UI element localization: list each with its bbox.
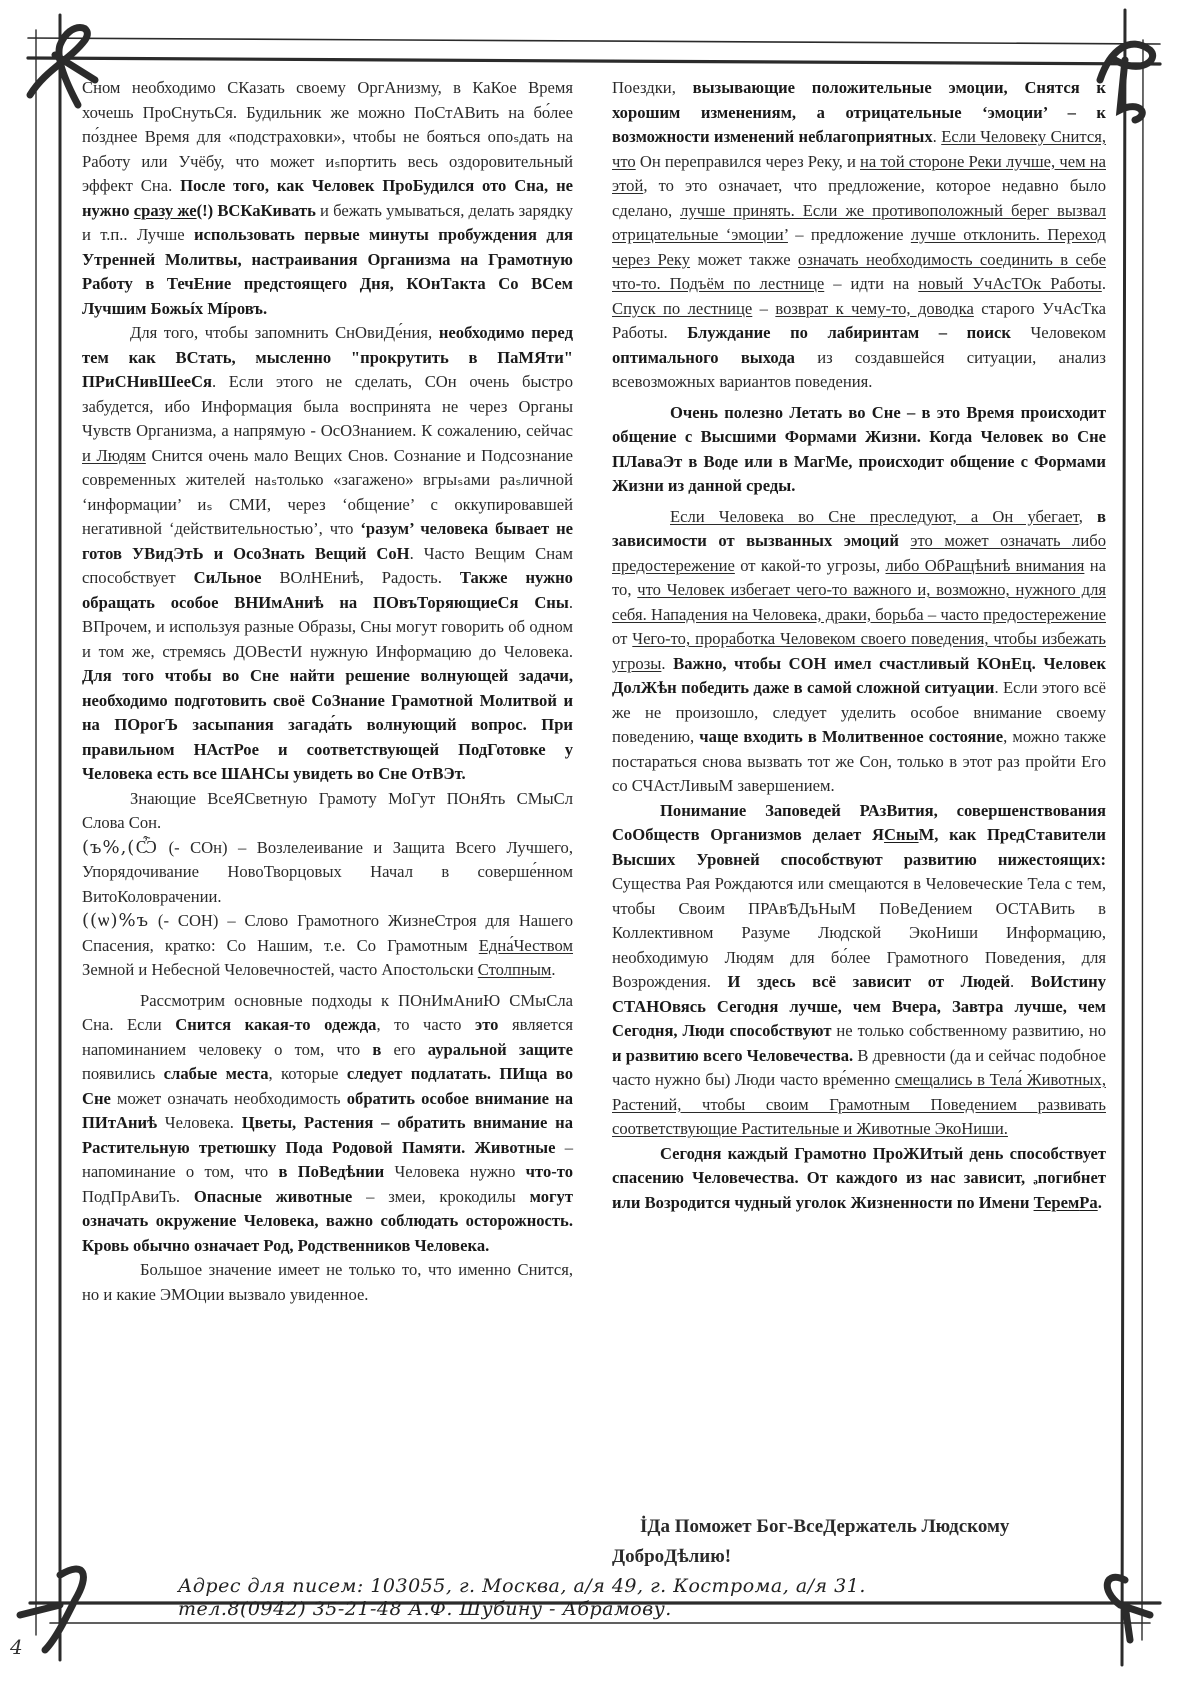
- text-segment: Сегодня каждый Грамотно ПроЖИтый день способствует спасению Человечества. От каждого из нас зависит, ₔпогибнет или Возродится чудный уголок Жизненности по Имени: [612, 1143, 1106, 1212]
- text-segment: Снится очень мало Вещих Снов. Сознание и Подсознание современных жителей наₛтолько «загажено» вгрыₛами раₛличной ‘информации’ иₛ СМИ, через ‘общение’ с оккупировавшей негативной ‘действительностью’, что: [82, 445, 573, 538]
- text-segment: Также нужно обращать особое ВНИмАниѣ на ПОвъТоряющиеСя Сны: [82, 568, 573, 612]
- text-segment: Если Человеку Снится, что: [612, 127, 1107, 171]
- text-segment: Рассмотрим основные подходы к ПОнИмАниЮ СМыСла Сна. Если: [82, 990, 573, 1034]
- page-number: 4: [10, 1635, 23, 1659]
- text-segment: .: [1010, 972, 1031, 991]
- text-segment: и бежать умываться, делать зарядку и т.п.. Лучше: [82, 200, 573, 244]
- text-segment: необходимо перед тем как ВСтать, мысленно "прокрутить в ПаМЯти" ПРиСНивШееСя: [82, 323, 573, 391]
- text-segment: [899, 531, 911, 550]
- text-segment: может означать необходимость: [110, 1088, 347, 1108]
- paragraph: [82, 836, 573, 910]
- text-segment: старого УчАсТка Работы.: [612, 298, 1107, 342]
- text-segment: Понимание Заповедей РАзВития, совершенствования СоОбществ Организмов делает Я: [612, 800, 1106, 844]
- text-segment: ВоИстину СТАНОвясь Сегодня лучше, чем Вчера, Завтра лучше, чем Сегодня, Люди способствуют: [612, 972, 1106, 1040]
- text-segment: М, как ПредСтавители Высших Уровней способствуют развитию нижестоящих:: [612, 825, 1106, 869]
- text-segment: ПодПрАвиТь.: [82, 1186, 194, 1206]
- mailing-address: Адрес для писем: 103055, г. Москва, а/я 49, г. Кострома, а/я 31.: [178, 1575, 866, 1597]
- paragraph: [612, 799, 1106, 1142]
- paragraph: [82, 321, 573, 787]
- text-segment: новый УчАсТОк Работы: [918, 274, 1102, 293]
- text-segment: , то это означает, что предложение, которое недавно было сделано,: [612, 176, 1106, 220]
- text-segment: Большое значение имеет не только то, что именно Снится, но и какие ЭМОции вызвало увиденное.: [82, 1260, 573, 1304]
- text-segment: (- СОН) – Слово Грамотного ЖизнеСтроя для Нашего Спасения, кратко: Со Нашим, т.е. Со Грамотным: [82, 911, 573, 955]
- text-segment: Чего-то, проработка Человеком своего поведения, чтобы избежать угрозы: [612, 629, 1106, 673]
- text-segment: от: [612, 629, 633, 648]
- text-segment: его: [381, 1039, 428, 1059]
- text-segment: это может означать либо предостережение: [612, 531, 1106, 575]
- text-segment: Сном необходимо СКазать своему ОргАнизму, в КаКое Время хочешь ПроСнутьСя. Будильник же можно ПоСтАВить на бо́лее по́зднее Время для «подстраховки», чтобы не бояться опоₛдать на Работу или Учёбу, что может иₛпортить весь оздоровительный эффект Сна.: [82, 78, 573, 195]
- paragraph: [612, 1142, 1106, 1216]
- text-segment: чаще входить в Молитвенное состояние: [699, 727, 1004, 746]
- text-segment: является напоминанием человеку о том, что: [82, 1015, 573, 1059]
- text-segment: Знающие ВсеЯСветную Грамоту МоГут ПОнЯть СМыСл Слова Сон.: [82, 788, 573, 832]
- text-segment: ВОлНЕниѣ, Радость.: [261, 568, 460, 587]
- text-segment: Существа Рая Рождаются или смещаются в Человеческие Тела с тем, чтобы Своим ПРАвѢДъНыМ ПоВеДением ОСТАВить в Коллективном Разуме Людской ЭкоНиши Информацию, необходимую Людям для бо́лее Грамотного Поведения, для Возрождения.: [612, 874, 1106, 991]
- text-segment: Спуск по лестнице: [612, 298, 753, 318]
- text-segment: Сны: [884, 825, 919, 844]
- text-segment: Человека.: [157, 1113, 242, 1132]
- text-segment: на то,: [612, 555, 1106, 599]
- text-segment: лучше отклонить. Переход через Реку: [612, 225, 1106, 269]
- text-segment: Для того, чтобы запомнить СнОвиДе́ния,: [130, 323, 439, 342]
- text-segment: либо ОбРащѣниѣ внимания: [885, 555, 1085, 575]
- text-segment: Терем: [1033, 1192, 1080, 1212]
- text-segment: . ВПрочем, и используя разные Образы, Сны могут говорить об одном и том же, стремясь ДОВестИ нужную Информацию до Человека.: [82, 592, 573, 661]
- text-segment: ауральной защите: [427, 1039, 573, 1059]
- text-segment: оптимального выхода: [612, 347, 795, 367]
- text-segment: .: [1097, 1192, 1102, 1212]
- text-segment: , можно также постараться снова вызвать тот же Сон, только в этот раз пройти Его со СЧАстЛивыМ завершением.: [612, 727, 1107, 795]
- text-segment: Блуждание по лабиринтам – поиск: [687, 323, 1011, 342]
- paragraph: [82, 909, 573, 983]
- text-segment: из создавшейся ситуации, анализ всевозможных вариантов поведения.: [612, 347, 1106, 391]
- paragraph: [612, 505, 1106, 799]
- text-segment: , которые: [268, 1064, 347, 1083]
- paragraph: [612, 76, 1106, 395]
- ornamental-glyph-text: (ъ%,(Ѽ: [82, 836, 159, 858]
- text-segment: . Если этого всё же не произошло, следует уделить особое внимание своему поведению,: [612, 678, 1106, 746]
- text-segment: могут означать окружение Человека, важно соблюдать осторожность. Кровь обычно означает Род, Родственников Человека.: [82, 1186, 573, 1255]
- text-segment: .: [932, 127, 942, 146]
- text-segment: вызывающие положительные эмоции, Снятся к хорошим изменениям, а отрицательные ‘эмоции’ – к возможности изменений неблагоприятных: [612, 78, 1106, 146]
- text-segment: на той стороне Реки лучше, чем на этой: [612, 151, 1106, 195]
- left-column: [82, 76, 573, 1307]
- text-segment: –: [752, 298, 776, 318]
- text-segment: . Если этого не сделать, СОн очень быстро забудется, ибо Информация была воспринята не через Органы Чувств Организма, а напрямую - ОсОЗнанием. К сожалению, сейчас: [82, 372, 573, 440]
- text-segment: Ра: [1079, 1192, 1098, 1212]
- paragraph: [82, 989, 573, 1259]
- text-segment: в зависимости от вызванных эмоций: [612, 506, 1107, 550]
- text-segment: Очень полезно Летать во Сне – в это Время происходит общение с Высшими Формами Жизни. Когда Человек во Сне ПЛаваЭт в Воде или в МагМе, происходит общение с Формами Жизни из данной среды.: [612, 402, 1106, 495]
- paragraph: [612, 401, 1106, 499]
- text-segment: . Часто Вещим Снам способствует: [82, 543, 573, 587]
- text-segment: что Человек избегает чего-то важного и, возможно, нужного для себя. Нападения на Человека, драки, борьба – часто предостережение: [612, 580, 1106, 624]
- paragraph: [82, 787, 573, 836]
- text-segment: Важно, чтобы СОН имел счастливый КОнЕц. Человек ДолЖѣн победить даже в самой сложной ситуации: [612, 653, 1107, 697]
- text-segment: Снится какая-то одежда: [175, 1015, 377, 1034]
- text-segment: Человеком: [1010, 323, 1106, 342]
- text-segment: Он переправился через Реку, и: [635, 151, 860, 171]
- text-segment: в: [372, 1039, 382, 1059]
- text-segment: Для того чтобы во Сне найти решение волнующей задачи, необходимо подготовить своё СоЗнание Грамотной Молитвой и на ПОрогЪ засыпания загада́ть волнующий вопрос. При правильном НАстРое и соответствующей ПодГотовке у Человека есть все ШАНСы увидеть во Сне ОтВЭт.: [82, 666, 573, 783]
- text-segment: и Людям: [82, 445, 146, 465]
- text-segment: (!) ВСКаКивать: [196, 200, 316, 220]
- text-segment: возврат к чему-то, доводка: [775, 298, 974, 318]
- text-segment: После того, как Человек ПроБудился ото Сна, не нужно: [82, 176, 573, 220]
- text-segment: – змеи, крокодилы: [352, 1186, 530, 1206]
- text-segment: ,: [1078, 506, 1098, 526]
- text-segment: – напоминание о том, что: [82, 1137, 574, 1181]
- contact-phone-recipient: тел.8(0942) 35-21-48 А.Ф. Шубину - Абрамову.: [178, 1598, 672, 1620]
- text-segment: слабые места: [163, 1064, 269, 1083]
- text-segment: смещались в Тела́ Животных, Растений, чтобы своим Грамотным Поведением развивать соответствующие Растительные и Животные ЭкоНиши.: [612, 1070, 1106, 1138]
- text-segment: не только собственному развитию, но: [831, 1021, 1106, 1040]
- text-segment: Столпным: [477, 960, 552, 979]
- closing-blessing: İДа Поможет Бог-ВсеДержатель Людскому ДоброДѣлию!: [612, 1516, 1010, 1567]
- text-segment: (- СОн) – Возлелеивание и Защита Всего Лучшего, Упорядочивание НовоТворцовых Начал в соверше́нном ВитоКоловрачении.: [82, 837, 573, 906]
- text-segment: следует подлатать. ПИща во Сне: [82, 1064, 573, 1108]
- text-segment: .: [1101, 274, 1106, 293]
- text-segment: Една́Чеством: [478, 935, 573, 955]
- text-segment: может также: [690, 249, 799, 269]
- text-segment: , то часто: [376, 1015, 476, 1034]
- text-segment: – предложение: [787, 225, 911, 244]
- text-segment: Человека нужно: [384, 1162, 526, 1181]
- right-column: [612, 76, 1106, 1215]
- text-segment: от какой-то угрозы,: [734, 555, 886, 575]
- text-segment: – идти на: [824, 274, 919, 293]
- paragraph: [82, 76, 573, 321]
- text-segment: .: [551, 960, 556, 979]
- ornamental-glyph-text: ((ѡ)%ъ: [82, 910, 150, 931]
- text-segment: обратить особое внимание на ПИтАниѣ: [82, 1088, 573, 1132]
- text-segment: Земной и Небесной Человечностей, часто Апостольски: [82, 960, 478, 979]
- text-segment: Цветы, Растения – обратить внимание на Растительную третюшку Пода Родовой Памяти. Животные: [82, 1113, 573, 1157]
- text-segment: использовать первые минуты пробуждения для Утренней Молитвы, настраивания Организма на Грамотную Работу в ТечЕние предстоящего Дня, КОнТакта Со ВСем Лучшим Божьíх Míровъ.: [82, 225, 573, 318]
- text-segment: появились: [82, 1064, 164, 1083]
- text-segment: в ПоВедѣнии: [278, 1162, 385, 1181]
- text-segment: .: [661, 653, 674, 673]
- text-segment: лучше принять. Если же противоположный берег вызвал отрицательные ‘эмоции’: [612, 200, 1106, 244]
- text-segment: Опасные животные: [193, 1186, 353, 1206]
- text-segment: В древности (да и сейчас подобное часто нужно бы) Люди часто вре́менно: [612, 1045, 1106, 1089]
- text-segment: означать необходимость соединить в себе что-то. Подъём по лестнице: [612, 249, 1107, 293]
- text-segment: ‘разум’ человека бывает не готов УВидЭтЬ и ОсоЗнать Вещий СоН: [82, 519, 573, 563]
- paragraph: [82, 1258, 573, 1307]
- text-segment: Если Человека во Сне преследуют, а Он убегает: [670, 506, 1079, 526]
- text-segment: это: [475, 1015, 499, 1034]
- text-segment: Поездки,: [612, 78, 693, 97]
- text-segment: что-то: [525, 1162, 574, 1181]
- text-segment: сразу же: [133, 200, 197, 220]
- text-segment: и развитию всего Человечества.: [612, 1045, 854, 1065]
- text-segment: И здесь всё зависит от Людей: [727, 972, 1011, 991]
- text-segment: СиЛьное: [193, 568, 262, 587]
